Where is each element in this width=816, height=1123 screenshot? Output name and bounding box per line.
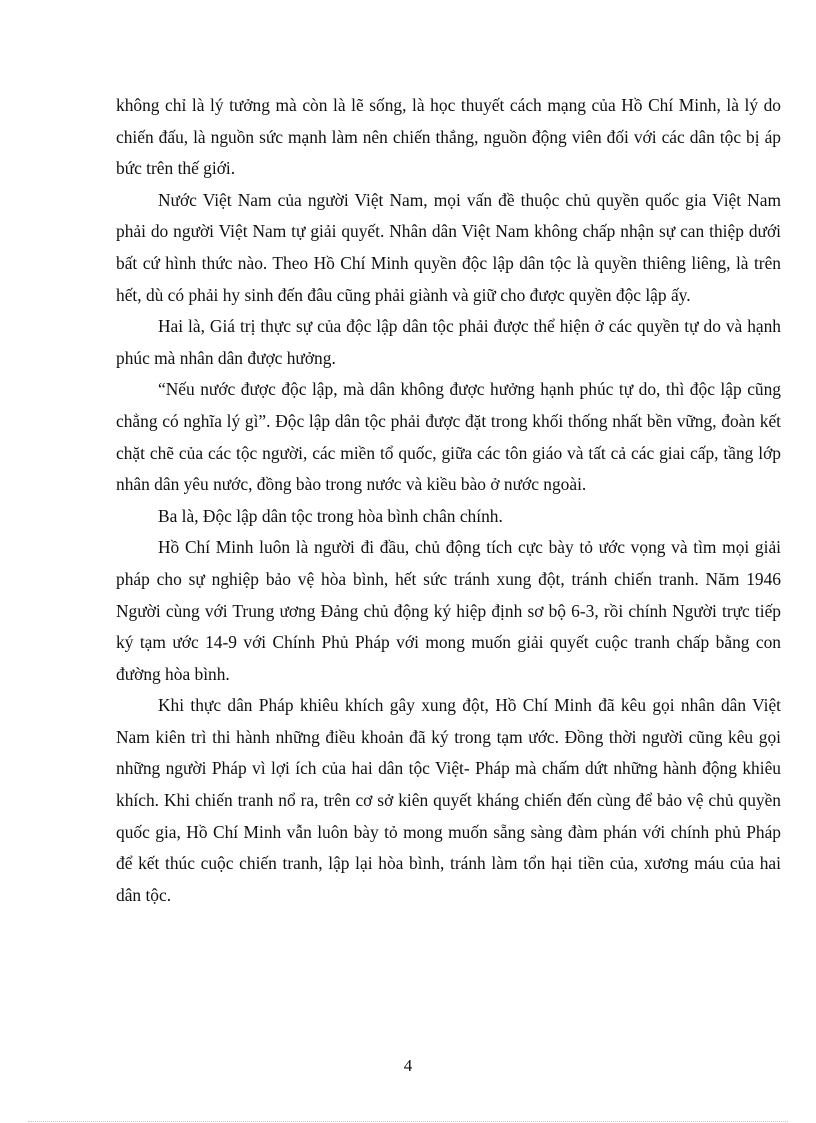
paragraph-continuation: không chỉ là lý tưởng mà còn là lẽ sống, là học thuyết cách mạng của Hồ Chí Minh, là lý do chiến đấu, là nguồn sức mạnh làm nên chiến thắng, nguồn động viên đối với các dân tộc bị áp bức trên thế giới.	[116, 95, 781, 179]
page-bottom-divider	[28, 1121, 788, 1122]
document-body	[116, 90, 781, 911]
paragraph-third-point: Ba là, Độc lập dân tộc trong hòa bình chân chính.	[158, 505, 503, 526]
paragraph-peace-efforts: Hồ Chí Minh luôn là người đi đầu, chủ động tích cực bày tỏ ước vọng và tìm mọi giải pháp cho sự nghiệp bảo vệ hòa bình, hết sức tránh xung đột, tránh chiến tranh. Năm 1946 Người cùng với Trung ương Đảng chủ động ký hiệp định sơ bộ 6-3, rồi chính Người trực tiếp ký tạm ước 14-9 với Chính Phủ Pháp với mong muốn giải quyết cuộc tranh chấp bằng con đường hòa bình.	[116, 537, 781, 684]
page-number: 4	[403, 1056, 413, 1075]
paragraph-quote-independence: “Nếu nước được độc lập, mà dân không được hưởng hạnh phúc tự do, thì độc lập cũng chẳng có nghĩa lý gì”. Độc lập dân tộc phải được đặt trong khối thống nhất bền vững, đoàn kết chặt chẽ của các tộc người, các miền tổ quốc, giữa các tôn giáo và tất cả các giai cấp, tầng lớp nhân dân yêu nước, đồng bào trong nước và kiều bào ở nước ngoài.	[116, 379, 781, 495]
paragraph-french-provocation: Khi thực dân Pháp khiêu khích gây xung đột, Hồ Chí Minh đã kêu gọi nhân dân Việt Nam kiên trì thi hành những điều khoản đã ký trong tạm ước. Đồng thời người cũng kêu gọi những người Pháp vì lợi ích của hai dân tộc Việt- Pháp mà chấm dứt những hành động khiêu khích. Khi chiến tranh nổ ra, trên cơ sở kiên quyết kháng chiến đến cùng để bảo vệ chủ quyền quốc gia, Hồ Chí Minh vẫn luôn bày tỏ mong muốn sẵng sàng đàm phán với chính phủ Pháp để kết thúc cuộc chiến tranh, lập lại hòa bình, tránh làm tổn hại tiền của, xương máu của hai dân tộc.	[116, 695, 781, 905]
paragraph-national-sovereignty: Nước Việt Nam của người Việt Nam, mọi vấn đề thuộc chủ quyền quốc gia Việt Nam phải do người Việt Nam tự giải quyết. Nhân dân Việt Nam không chấp nhận sự can thiệp dưới bất cứ hình thức nào. Theo Hồ Chí Minh quyền độc lập dân tộc là quyền thiêng liêng, là trên hết, dù có phải hy sinh đến đâu cũng phải giành và giữ cho được quyền độc lập ấy.	[116, 189, 781, 305]
paragraph-second-point: Hai là, Giá trị thực sự của độc lập dân tộc phải được thể hiện ở các quyền tự do và hạnh phúc mà nhân dân được hưởng.	[116, 316, 781, 368]
